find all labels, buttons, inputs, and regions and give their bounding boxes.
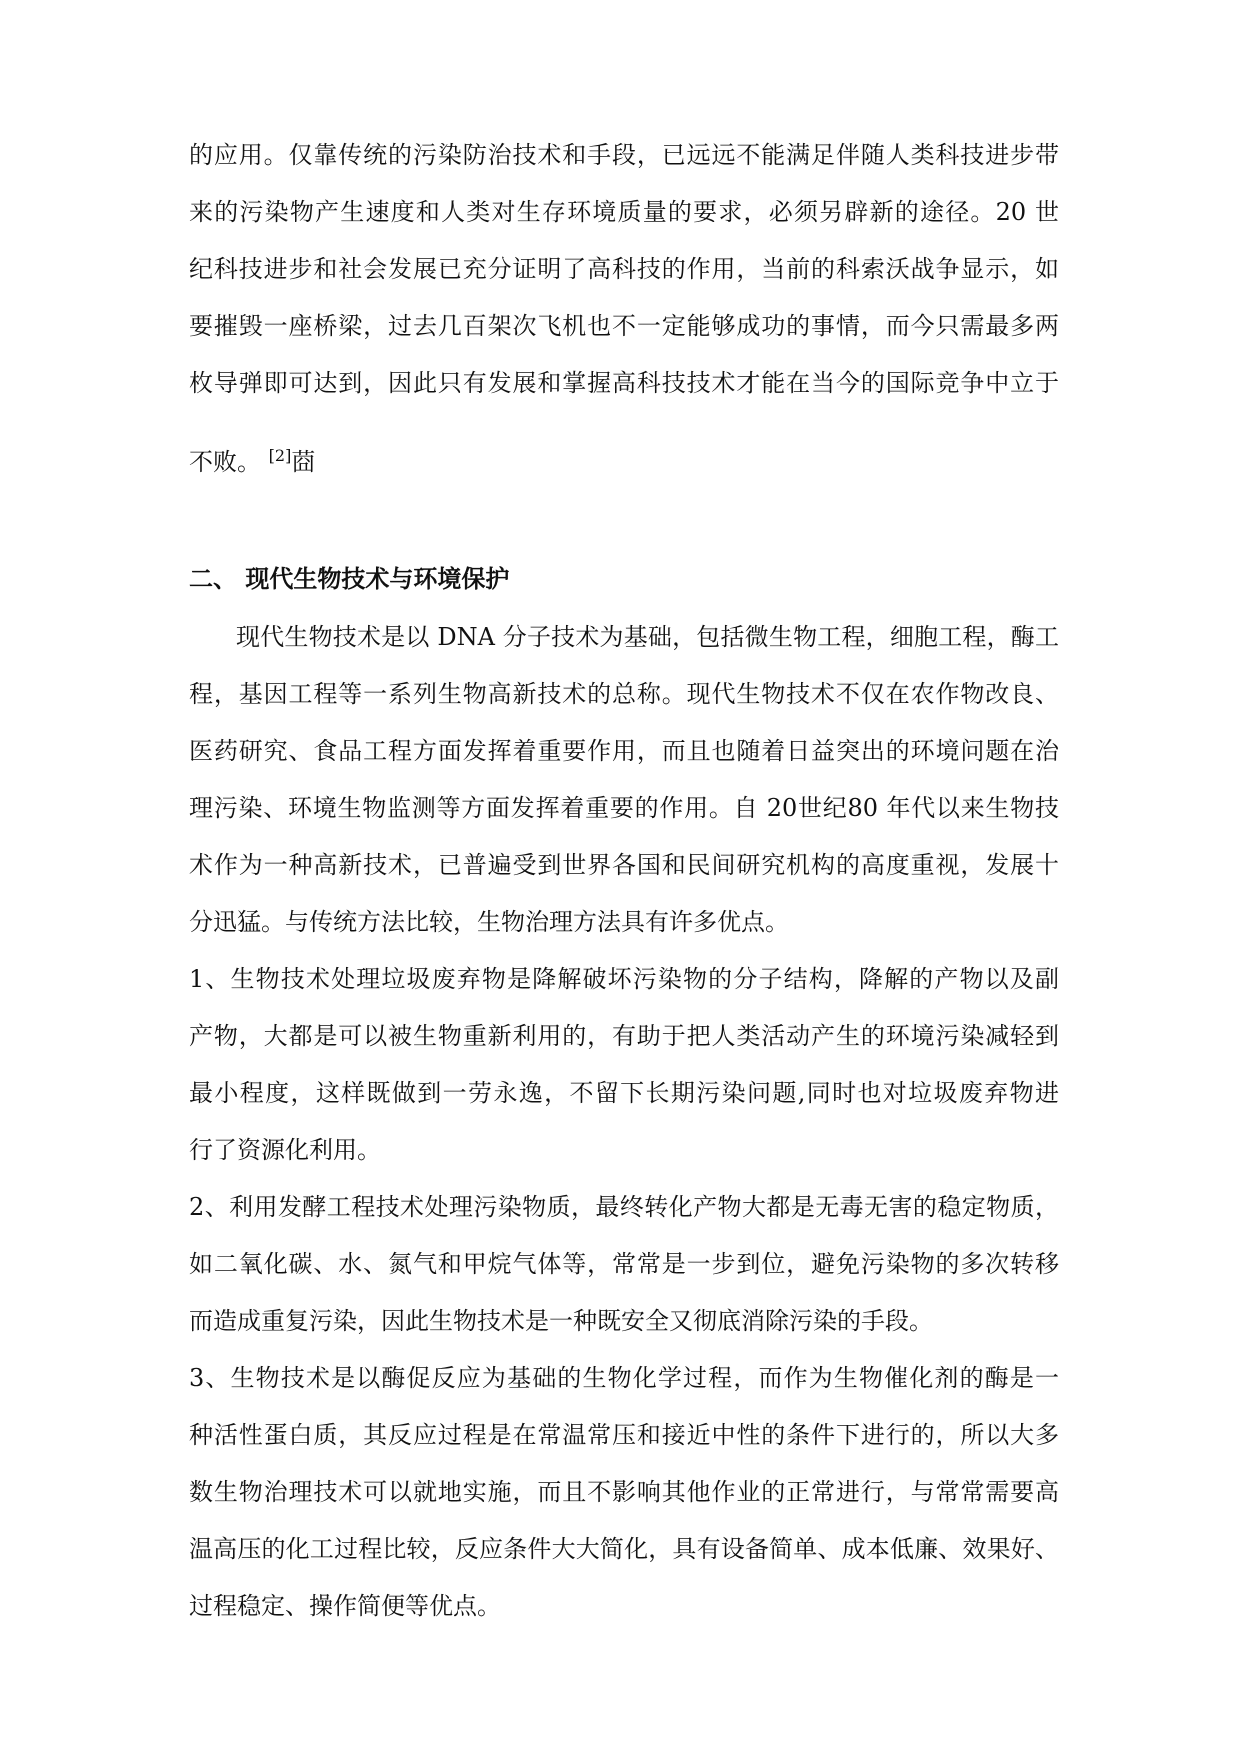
para1-line-1: 的应用。仅靠传统的污染防治技术和手段，已远远不能满足伴随人类科技进步带 [189,141,1059,169]
intro-line-4: 理污染、环境生物监测等方面发挥着重要的作用。自 20世纪80 年代以来生物技 [189,794,1059,822]
intro-line-3: 医药研究、食品工程方面发挥着重要作用，而且也随着日益突出的环境问题在治 [189,737,1059,765]
para1-line-4: 要摧毁一座桥梁，过去几百架次飞机也不一定能够成功的事情，而今只需最多两 [189,312,1059,340]
intro-line-2: 程，基因工程等一系列生物高新技术的总称。现代生物技术不仅在农作物改良、 [189,680,1059,708]
point3-line-1: 3、生物技术是以酶促反应为基础的生物化学过程，而作为生物催化剂的酶是一 [189,1364,1059,1392]
point1-line-2: 产物，大都是可以被生物重新利用的，有助于把人类活动产生的环境污染减轻到 [189,1022,1059,1050]
intro-line-1: 现代生物技术是以 DNA 分子技术为基础，包括微生物工程，细胞工程，酶工 [236,623,1059,651]
section-heading: 二、 现代生物技术与环境保护 [189,564,510,593]
citation-marker: [2] [268,447,292,465]
para1-line-2: 来的污染物产生速度和人类对生存环境质量的要求，必须另辟新的途径。20 世 [189,198,1059,226]
point3-line-4: 温高压的化工过程比较，反应条件大大简化，具有设备简单、成本低廉、效果好、 [189,1535,1059,1563]
point3-line-5: 过程稳定、操作简便等优点。 [189,1592,501,1620]
point2-line-2: 如二氧化碳、水、氮气和甲烷气体等，常常是一步到位，避免污染物的多次转移 [189,1250,1059,1278]
point2-line-1: 2、利用发酵工程技术处理污染物质，最终转化产物大都是无毒无害的稳定物质， [189,1193,1059,1221]
para1-line-5: 枚导弹即可达到，因此只有发展和掌握高科技技术才能在当今的国际竞争中立于 [189,369,1059,397]
point1-line-4: 行了资源化利用。 [189,1136,381,1164]
point3-line-3: 数生物治理技术可以就地实施，而且不影响其他作业的正常进行，与常常需要高 [189,1478,1059,1506]
point1-line-1: 1、生物技术处理垃圾废弃物是降解破坏污染物的分子结构，降解的产物以及副 [189,965,1059,993]
para1-trailing-char: 莔 [291,448,316,476]
intro-line-5: 术作为一种高新技术，已普遍受到世界各国和民间研究机构的高度重视，发展十 [189,851,1059,879]
para1-last-text: 不败。 [189,448,261,476]
point3-line-2: 种活性蛋白质，其反应过程是在常温常压和接近中性的条件下进行的，所以大多 [189,1421,1059,1449]
para1-last-line [189,447,1059,477]
para1-line-3: 纪科技进步和社会发展已充分证明了高科技的作用，当前的科索沃战争显示，如 [189,255,1059,283]
point1-line-3: 最小程度，这样既做到一劳永逸，不留下长期污染问题,同时也对垃圾废弃物进 [189,1079,1059,1107]
intro-line-6: 分迅猛。与传统方法比较，生物治理方法具有许多优点。 [189,908,789,936]
point2-line-3: 而造成重复污染，因此生物技术是一种既安全又彻底消除污染的手段。 [189,1307,933,1335]
